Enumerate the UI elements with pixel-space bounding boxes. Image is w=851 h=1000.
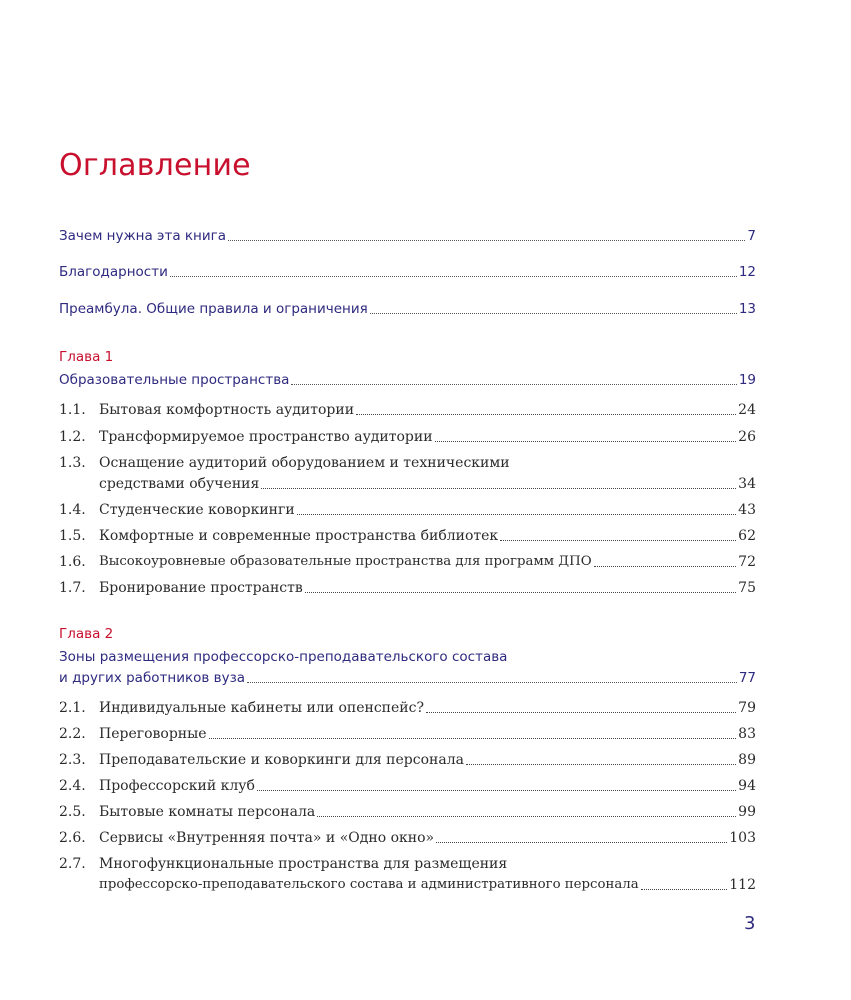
toc-entry-label: Бронирование пространств — [99, 580, 303, 596]
toc-page-number: 75 — [738, 580, 756, 596]
section-number: 1.6. — [59, 554, 86, 570]
toc-entry-label: Высокоуровневые образовательные пространства для программ ДПО — [99, 554, 592, 569]
dot-leader — [435, 441, 737, 442]
page-number: 3 — [744, 913, 756, 934]
dot-leader — [305, 592, 736, 593]
section-number: 1.3. — [59, 455, 86, 471]
toc-entry-label-line1: Многофункциональные пространства для размещения — [99, 856, 508, 872]
toc-entry-label: Трансформируемое пространство аудитории — [99, 429, 433, 445]
toc-page-number: 24 — [738, 402, 756, 418]
dot-leader — [317, 816, 736, 817]
toc-entry-1-3[interactable] — [59, 474, 756, 494]
section-number: 2.6. — [59, 830, 86, 846]
toc-page-number: 13 — [738, 301, 756, 317]
section-number: 2.5. — [59, 804, 86, 820]
toc-entry-label: Комфортные и современные пространства библиотек — [99, 528, 499, 544]
toc-entry-label: Преамбула. Общие правила и ограничения — [59, 301, 368, 317]
toc-entry-why-book[interactable] — [59, 226, 756, 246]
section-number: 1.4. — [59, 502, 86, 518]
toc-entry-label-line1: Оснащение аудиторий оборудованием и техническими — [99, 455, 510, 471]
dot-leader — [247, 682, 737, 683]
section-number: 2.2. — [59, 726, 86, 742]
chapter-title: Образовательные пространства — [59, 372, 290, 388]
toc-entry-label: Благодарности — [59, 264, 168, 280]
dot-leader — [436, 842, 727, 843]
chapter-title: и других работников вуза — [59, 670, 246, 686]
toc-entry-2-7[interactable] — [59, 875, 756, 895]
toc-page-number: 83 — [738, 726, 756, 742]
chapter-1-label: Глава 1 — [59, 349, 114, 365]
section-number: 2.4. — [59, 778, 86, 794]
toc-entry-label: Зачем нужна эта книга — [59, 228, 227, 244]
chapter-2-label: Глава 2 — [59, 626, 114, 642]
dot-leader — [500, 540, 736, 541]
dot-leader — [209, 738, 737, 739]
dot-leader — [426, 712, 736, 713]
dot-leader — [641, 889, 728, 890]
toc-entry-1-4[interactable] — [59, 500, 756, 520]
toc-entry-label: Индивидуальные кабинеты или опенспейс? — [99, 700, 424, 716]
toc-entry-preamble[interactable] — [59, 299, 756, 319]
toc-entry-label: Студенческие коворкинги — [99, 502, 295, 518]
toc-page-number: 72 — [738, 554, 756, 570]
section-number: 1.1. — [59, 402, 86, 418]
toc-entry-acknowledgements[interactable] — [59, 262, 756, 282]
toc-entry-label: Бытовая комфортность аудитории — [99, 402, 355, 418]
toc-entry-label: Преподавательские и коворкинги для персонала — [99, 752, 464, 768]
toc-entry-2-1[interactable] — [59, 698, 756, 718]
toc-page-number: 12 — [738, 264, 756, 280]
toc-entry-label: Переговорные — [99, 726, 207, 742]
toc-page-number: 103 — [729, 830, 756, 846]
chapter-1-title-entry[interactable] — [59, 370, 756, 390]
toc-entry-1-5[interactable] — [59, 526, 756, 546]
toc-entry-label: Профессорский клуб — [99, 778, 255, 794]
chapter-2-title-entry[interactable] — [59, 668, 756, 688]
section-number: 2.1. — [59, 700, 86, 716]
section-number: 2.7. — [59, 856, 86, 872]
dot-leader — [261, 488, 736, 489]
toc-entry-label: средствами обучения — [99, 476, 260, 492]
toc-entry-2-4[interactable] — [59, 776, 756, 796]
toc-page-number: 7 — [747, 228, 756, 244]
dot-leader — [291, 384, 736, 385]
toc-page-number: 89 — [738, 752, 756, 768]
toc-entry-1-2[interactable] — [59, 427, 756, 447]
chapter-title-line1: Зоны размещения профессорско-преподавательского состава — [59, 649, 508, 665]
toc-entry-1-6[interactable] — [59, 552, 756, 572]
section-number: 2.3. — [59, 752, 86, 768]
dot-leader — [466, 764, 736, 765]
dot-leader — [356, 414, 736, 415]
section-number: 1.2. — [59, 429, 86, 445]
dot-leader — [297, 514, 737, 515]
toc-page-number: 77 — [738, 670, 756, 686]
toc-page-number: 19 — [738, 372, 756, 388]
dot-leader — [228, 240, 745, 241]
toc-entry-2-3[interactable] — [59, 750, 756, 770]
section-number: 1.7. — [59, 580, 86, 596]
toc-entry-2-6[interactable] — [59, 828, 756, 848]
dot-leader — [594, 566, 737, 567]
toc-page-number: 43 — [738, 502, 756, 518]
section-number: 1.5. — [59, 528, 86, 544]
toc-page-number: 26 — [738, 429, 756, 445]
toc-page-number: 94 — [738, 778, 756, 794]
toc-page-number: 99 — [738, 804, 756, 820]
toc-entry-label: Сервисы «Внутренняя почта» и «Одно окно» — [99, 830, 435, 846]
toc-page-number: 79 — [738, 700, 756, 716]
toc-page-number: 62 — [738, 528, 756, 544]
dot-leader — [370, 313, 737, 314]
toc-entry-1-7[interactable] — [59, 578, 756, 598]
toc-page-number: 112 — [729, 877, 756, 893]
toc-entry-label: профессорско-преподавательского состава и административного персонала — [99, 877, 639, 892]
toc-entry-2-2[interactable] — [59, 724, 756, 744]
page-title: Оглавление — [59, 148, 251, 183]
toc-page-number: 34 — [738, 476, 756, 492]
dot-leader — [257, 790, 736, 791]
dot-leader — [170, 276, 737, 277]
toc-entry-label: Бытовые комнаты персонала — [99, 804, 316, 820]
toc-entry-2-5[interactable] — [59, 802, 756, 822]
toc-entry-1-1[interactable] — [59, 400, 756, 420]
